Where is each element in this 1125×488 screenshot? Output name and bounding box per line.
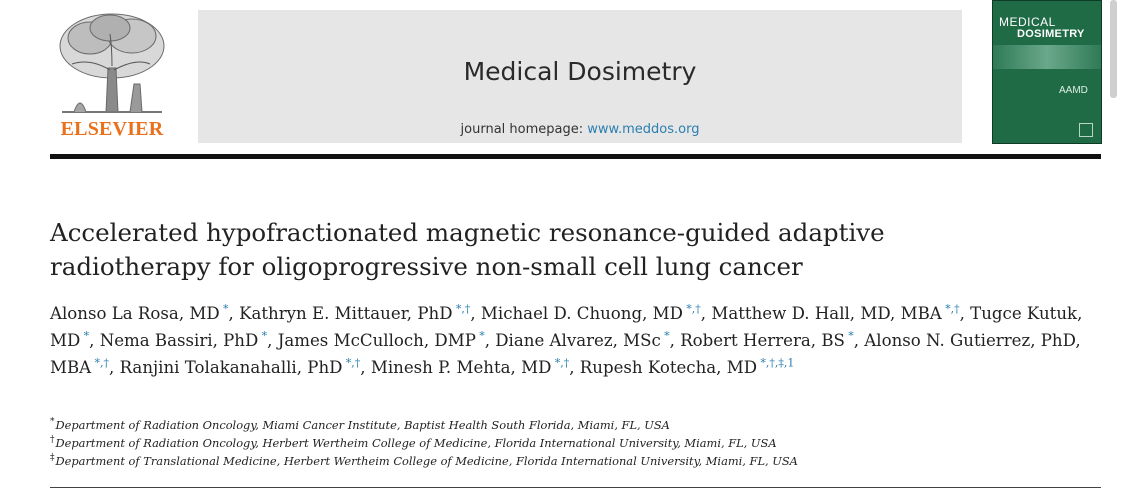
affiliation-item [50,416,1100,434]
journal-header-band [198,10,962,143]
author-separator: , [267,331,278,350]
affiliation-marker-link[interactable]: *,† [945,302,960,316]
article-title [50,216,1050,284]
author-separator: , [853,331,865,350]
author-name[interactable]: Alonso La Rosa, MD [50,304,220,323]
affiliation-marker-link[interactable]: * [479,329,485,343]
author-separator: , [360,358,371,377]
header-divider [50,154,1101,159]
cover-title-line1: MEDICAL [999,15,1056,29]
author-entry [481,304,711,323]
elsevier-tree-icon [50,8,172,120]
author-name[interactable]: Michael D. Chuong, MD [480,304,683,323]
author-name[interactable]: Nema Bassiri, PhD [99,331,259,350]
author-separator: , [669,331,681,350]
homepage-link[interactable]: www.meddos.org [587,122,700,137]
author-entry [100,331,278,350]
journal-cover-thumbnail[interactable] [992,0,1102,144]
author-entry [495,331,680,350]
article-title-line1: Accelerated hypofractionated magnetic resonance-guided adaptive [50,218,885,247]
affiliation-item [50,452,1100,470]
affiliation-marker-link[interactable]: * [261,329,268,343]
journal-title[interactable]: Medical Dosimetry [463,57,697,86]
affiliation-item [50,434,1100,452]
author-entry [50,304,239,323]
affiliation-marker-link[interactable]: * [848,329,854,343]
homepage-label: journal homepage: [460,122,588,137]
author-name[interactable]: Tugce Kutuk, MD [50,304,1083,350]
cover-elsevier-icon [1079,123,1093,137]
affiliation-symbol: ‡ [50,453,55,464]
author-entry [580,358,795,377]
affiliation-marker-link[interactable]: * [223,302,229,316]
author-name[interactable]: Kathryn E. Mittauer, PhD [239,304,453,323]
scrollbar-thumb[interactable] [1110,0,1117,98]
affiliation-marker-link[interactable]: *,† [686,302,701,316]
elsevier-wordmark: ELSEVIER [60,118,164,140]
author-separator: , [484,331,496,350]
author-separator: , [959,304,971,323]
affiliation-marker-link[interactable]: * [664,329,670,343]
affiliation-marker-link[interactable]: *,† [554,356,570,370]
affiliation-text: Department of Radiation Oncology, Miami Cancer Institute, Baptist Health South Florida, Miami, FL, USA [55,418,670,432]
affiliation-symbol: * [50,417,55,428]
author-name[interactable]: Robert Herrera, BS [680,331,845,350]
author-separator: , [700,304,712,323]
author-entry [120,358,371,377]
author-separator: , [470,304,481,323]
author-entry [711,304,970,323]
author-separator: , [569,358,580,377]
cover-title-line2: DOSIMETRY [1017,28,1085,40]
author-name[interactable]: Minesh P. Mehta, MD [370,358,552,377]
author-entry [680,331,864,350]
author-name[interactable]: James McCulloch, DMP [277,331,476,350]
author-name[interactable]: Ranjini Tolakanahalli, PhD [119,358,343,377]
author-entry [278,331,496,350]
author-separator: , [228,304,240,323]
journal-homepage-line [198,122,962,137]
affiliation-symbol: † [50,435,55,446]
affiliation-marker-link[interactable]: *,†,‡,1 [760,356,795,370]
cover-image-band [993,45,1101,69]
cover-society-label: AAMD [1059,85,1088,96]
author-separator: , [89,331,100,350]
author-name[interactable]: Matthew D. Hall, MD, MBA [711,304,942,323]
affiliation-marker-link[interactable]: *,† [455,302,471,316]
affiliation-list [50,416,1100,470]
author-separator: , [109,358,120,377]
author-list [50,300,1100,381]
affiliation-marker-link[interactable]: *,† [345,356,361,370]
affiliation-marker-link[interactable]: * [83,329,90,343]
affiliation-marker-link[interactable]: *,† [94,356,109,370]
author-name[interactable]: Rupesh Kotecha, MD [579,358,758,377]
article-title-line2: radiotherapy for oligoprogressive non-small cell lung cancer [50,252,803,281]
author-name[interactable]: Alonso N. Gutierrez, PhD, MBA [50,331,1081,377]
affiliation-text: Department of Translational Medicine, Herbert Wertheim College of Medicine, Florida International University, Miami, FL, USA [55,454,798,468]
author-name[interactable]: Diane Alvarez, MSc [495,331,661,350]
author-entry [371,358,580,377]
author-entry [239,304,481,323]
affiliation-text: Department of Radiation Oncology, Herbert Wertheim College of Medicine, Florida International University, Miami, FL, USA [55,436,777,450]
